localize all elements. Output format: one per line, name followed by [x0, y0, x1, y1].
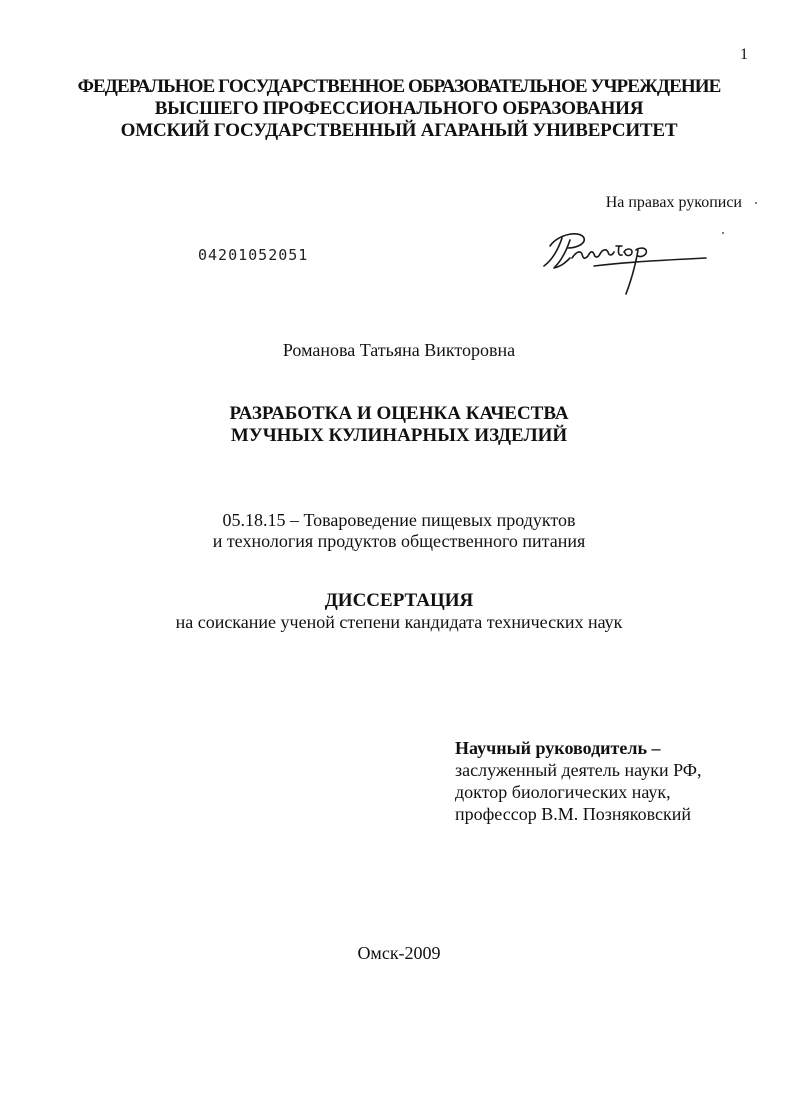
scan-speck [755, 202, 757, 204]
supervisor-heading [455, 737, 785, 759]
header-line-3: ОМСКИЙ ГОСУДАРСТВЕННЫЙ АГАРАНЫЙ УНИВЕРСИТЕТ [120, 120, 678, 141]
author-name: Романова Татьяна Викторовна [282, 340, 516, 360]
header-line-2: ВЫСШЕГО ПРОФЕССИОНАЛЬНОГО ОБРАЗОВАНИЯ [154, 98, 644, 119]
dissertation-title [0, 403, 798, 447]
title-line-2: МУЧНЫХ КУЛИНАРНЫХ ИЗДЕЛИЙ [230, 425, 568, 446]
page-number: 1 [740, 46, 748, 63]
supervisor-line-3: профессор В.М. Позняковский [455, 804, 691, 824]
city-year: Омск-2009 [357, 943, 441, 963]
scan-speck [722, 232, 724, 234]
supervisor-line-1: заслуженный деятель науки РФ, [455, 760, 702, 780]
supervisor-separator: – [647, 738, 661, 758]
specialty [0, 510, 798, 552]
handwritten-signature [536, 222, 716, 302]
document-type: ДИССЕРТАЦИЯ [324, 590, 474, 611]
rights-note: На правах рукописи [605, 194, 742, 211]
supervisor-role: Научный руководитель [455, 738, 647, 758]
specialty-line-2: и технология продуктов общественного питания [212, 531, 586, 551]
supervisor-line-2: доктор биологических наук, [455, 782, 671, 802]
title-line-1: РАЗРАБОТКА И ОЦЕНКА КАЧЕСТВА [229, 403, 569, 424]
institution-header [0, 76, 798, 142]
specialty-line-1: 05.18.15 – Товароведение пищевых продуктов [222, 510, 576, 530]
header-line-1: ФЕДЕРАЛЬНОЕ ГОСУДАРСТВЕННОЕ ОБРАЗОВАТЕЛЬНОЕ УЧРЕЖДЕНИЕ [77, 76, 721, 97]
supervisor-block [455, 737, 785, 825]
document-purpose: на соискание ученой степени кандидата технических наук [175, 612, 623, 632]
document-code: 04201052051 [198, 246, 309, 264]
